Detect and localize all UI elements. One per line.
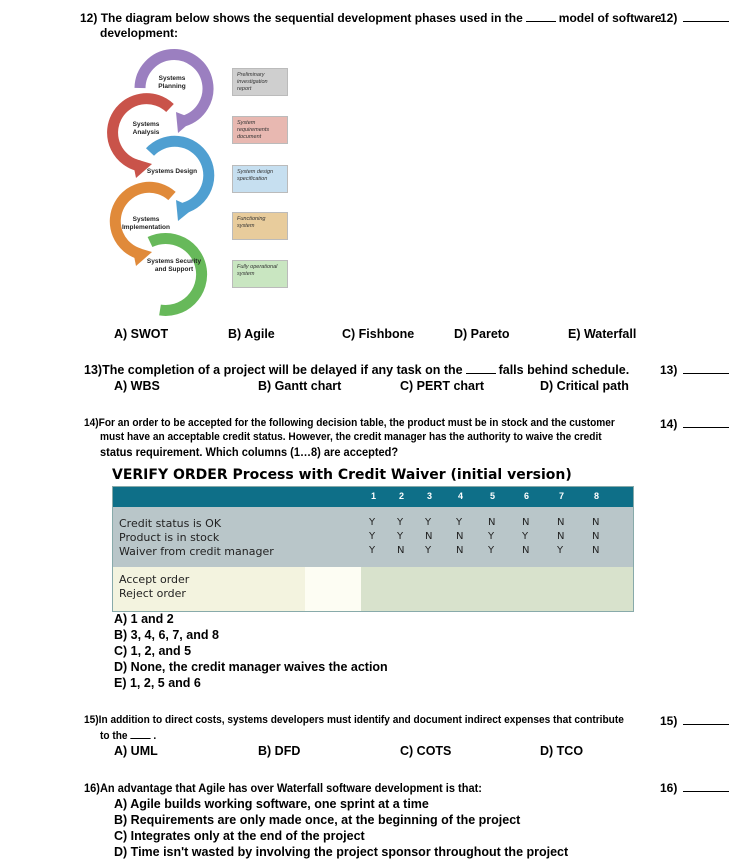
q12-stem-line1 xyxy=(80,11,661,25)
condition-label-credit: Credit status is OK xyxy=(119,517,222,530)
phase-label-planning: Systems Planning xyxy=(158,75,186,90)
q12-text-line1-after: model of software xyxy=(558,11,662,25)
q14-text-line3: status requirement. Which columns (1…8) are accepted? xyxy=(100,445,399,459)
q14-text-line2: must have an acceptable credit status. However, the credit manager has the authority to waive the credit xyxy=(100,431,602,443)
q15-text-line1: In addition to direct costs, systems developers must identify and document indirect expenses that contribute xyxy=(98,714,624,726)
q15-answer-slot[interactable] xyxy=(660,714,729,728)
cell-waiver-4: N xyxy=(456,545,464,556)
q14-option-d[interactable]: D) None, the credit manager waives the action xyxy=(114,660,388,674)
q14-option-b[interactable]: B) 3, 4, 6, 7, and 8 xyxy=(114,628,219,642)
q16-option-a[interactable]: A) Agile builds working software, one sprint at a time xyxy=(114,797,429,811)
action-label-reject: Reject order xyxy=(119,587,186,600)
q15-option-d[interactable]: D) TCO xyxy=(540,744,584,758)
cell-stock-6: Y xyxy=(522,531,529,542)
output-box-requirements-document: System requirements document xyxy=(232,116,288,144)
phase-label-analysis: Systems Analysis xyxy=(132,121,160,136)
q12-option-c[interactable]: C) Fishbone xyxy=(342,327,415,341)
cell-waiver-7: Y xyxy=(557,545,564,556)
q14-line1 xyxy=(84,417,615,429)
decision-table-action-shade xyxy=(361,567,633,611)
q16-option-c[interactable]: C) Integrates only at the end of the project xyxy=(114,829,365,843)
q12-option-a[interactable]: A) SWOT xyxy=(114,327,169,341)
sdlc-diagram xyxy=(100,48,300,318)
q12-text-line1: The diagram below shows the sequential development phases used in the xyxy=(100,11,523,25)
q13-stem xyxy=(84,363,629,377)
q13-option-b[interactable]: B) Gantt chart xyxy=(258,379,342,393)
col-header-4: 4 xyxy=(458,491,464,501)
cell-waiver-5: Y xyxy=(488,545,495,556)
q14-option-c[interactable]: C) 1, 2, and 5 xyxy=(114,644,192,658)
phase-label-design: Systems Design xyxy=(146,168,198,175)
output-box-functioning-system: Functioning system xyxy=(232,212,288,240)
cell-credit-6: N xyxy=(522,517,530,528)
q14-option-a[interactable]: A) 1 and 2 xyxy=(114,612,174,626)
q16-option-d[interactable]: D) Time isn't wasted by involving the project sponsor throughout the project xyxy=(114,845,569,859)
cell-credit-5: N xyxy=(488,517,496,528)
cell-waiver-8: N xyxy=(592,545,600,556)
phase-arc-security xyxy=(150,238,202,310)
cell-credit-4: Y xyxy=(456,517,463,528)
q15-text-line2: to the xyxy=(100,730,128,742)
output-box-design-specification: System design specification xyxy=(232,165,288,193)
col-header-5: 5 xyxy=(490,491,496,501)
q14-answer-label: 14) xyxy=(660,417,678,431)
q12-answer-slot[interactable] xyxy=(660,11,729,25)
q12-text-line2: development: xyxy=(100,26,179,40)
phase-label-implementation: Systems Implementation xyxy=(121,216,171,231)
col-header-6: 6 xyxy=(524,491,530,501)
cell-credit-7: N xyxy=(557,517,565,528)
decision-table xyxy=(112,486,634,612)
q13-answer-label: 13) xyxy=(660,363,678,377)
cell-stock-5: Y xyxy=(488,531,495,542)
q12-answer-blank[interactable] xyxy=(683,11,729,22)
q12-option-e[interactable]: E) Waterfall xyxy=(568,327,637,341)
q15-line1 xyxy=(84,714,624,726)
cell-stock-7: N xyxy=(557,531,565,542)
q14-answer-slot[interactable] xyxy=(660,417,729,431)
q15-inline-blank xyxy=(130,728,150,739)
q13-answer-slot[interactable] xyxy=(660,363,729,377)
cell-stock-4: N xyxy=(456,531,464,542)
q12-number: 12) xyxy=(80,11,98,25)
q15-number: 15) xyxy=(84,714,99,726)
q14-number: 14) xyxy=(84,417,99,429)
q15-option-b[interactable]: B) DFD xyxy=(258,744,301,758)
decision-table-header xyxy=(113,487,633,507)
col-header-2: 2 xyxy=(399,491,405,501)
q13-option-a[interactable]: A) WBS xyxy=(114,379,160,393)
condition-label-stock: Product is in stock xyxy=(119,531,220,544)
cell-stock-3: N xyxy=(425,531,433,542)
cell-waiver-2: N xyxy=(397,545,405,556)
q14-option-e[interactable]: E) 1, 2, 5 and 6 xyxy=(114,676,201,690)
col-header-8: 8 xyxy=(594,491,600,501)
cell-waiver-6: N xyxy=(522,545,530,556)
q15-answer-label: 15) xyxy=(660,714,678,728)
cell-credit-1: Y xyxy=(369,517,376,528)
cell-stock-8: N xyxy=(592,531,600,542)
q13-text-before: The completion of a project will be delayed if any task on the xyxy=(102,363,463,377)
q16-option-b[interactable]: B) Requirements are only made once, at the beginning of the project xyxy=(114,813,521,827)
q16-answer-label: 16) xyxy=(660,781,678,795)
decision-table-conditions xyxy=(113,507,633,567)
q12-option-b[interactable]: B) Agile xyxy=(228,327,275,341)
q14-answer-blank[interactable] xyxy=(683,417,729,428)
cell-credit-2: Y xyxy=(397,517,404,528)
output-box-preliminary-report: Preliminary investigation report xyxy=(232,68,288,96)
q14-text-line1: For an order to be accepted for the following decision table, the product must be in stock and the customer xyxy=(98,417,615,429)
cell-stock-2: Y xyxy=(397,531,404,542)
decision-table-title: VERIFY ORDER Process with Credit Waiver (initial version) xyxy=(112,467,572,483)
cell-waiver-1: Y xyxy=(369,545,376,556)
q12-inline-blank xyxy=(526,11,556,22)
q15-option-a[interactable]: A) UML xyxy=(114,744,158,758)
col-header-3: 3 xyxy=(427,491,433,501)
condition-label-waiver: Waiver from credit manager xyxy=(119,545,274,558)
q13-inline-blank xyxy=(466,363,496,374)
cell-waiver-3: Y xyxy=(425,545,432,556)
q16-answer-slot[interactable] xyxy=(660,781,729,795)
action-label-accept: Accept order xyxy=(119,573,190,586)
q13-number: 13) xyxy=(84,363,103,377)
q16-stem xyxy=(84,781,482,795)
q13-option-d[interactable]: D) Critical path xyxy=(540,379,629,393)
col-header-7: 7 xyxy=(559,491,565,501)
q13-answer-blank[interactable] xyxy=(683,363,729,374)
col-header-1: 1 xyxy=(371,491,377,501)
q12-option-d[interactable]: D) Pareto xyxy=(454,327,510,341)
q16-answer-blank[interactable] xyxy=(683,781,729,792)
q16-number: 16) xyxy=(84,781,100,795)
q13-text-after: falls behind schedule. xyxy=(498,363,630,377)
cell-credit-3: Y xyxy=(425,517,432,528)
output-box-operational-system: Fully operational system xyxy=(232,260,288,288)
q12-answer-label: 12) xyxy=(660,11,678,25)
q13-option-c[interactable]: C) PERT chart xyxy=(400,379,485,393)
cell-stock-1: Y xyxy=(369,531,376,542)
q15-answer-blank[interactable] xyxy=(683,714,729,725)
q16-text: An advantage that Agile has over Waterfall software development is that: xyxy=(99,781,482,795)
phase-label-security: Systems Security and Support xyxy=(146,258,202,273)
q15-line2: to the . xyxy=(100,730,157,742)
q15-option-c[interactable]: C) COTS xyxy=(400,744,452,758)
cell-credit-8: N xyxy=(592,517,600,528)
